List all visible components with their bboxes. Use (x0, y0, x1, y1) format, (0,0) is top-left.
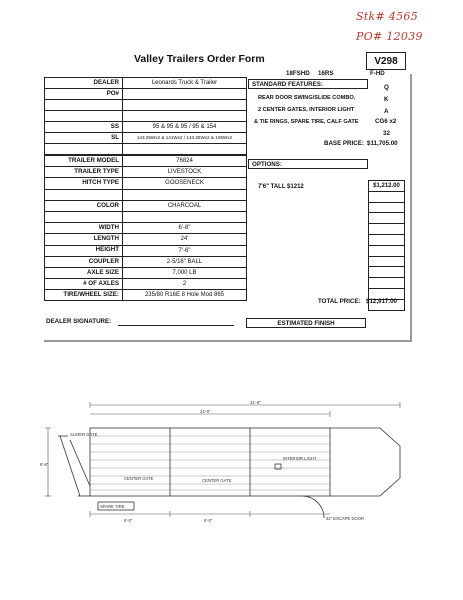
box-length-label: 24'-0" (200, 409, 211, 414)
standard-features-header: STANDARD FEATURES: (252, 80, 323, 88)
option-price-row (369, 181, 405, 192)
spec-row (45, 178, 247, 189)
spec-row (45, 267, 247, 278)
spec-label: TIRE/WHEEL SIZE: (45, 290, 123, 301)
spec-value[interactable]: LIVESTOCK (123, 167, 247, 178)
stock-code-box (366, 52, 406, 70)
spec-label: TRAILER MODEL (45, 156, 123, 167)
dealer-label: DEALER (45, 78, 123, 89)
standard-feature-code: A (384, 108, 389, 115)
dealer-value[interactable] (123, 144, 247, 155)
handwritten-po-number: PO# 12039 (356, 30, 423, 43)
base-price-value: $11,705.00 (367, 140, 398, 147)
spec-value[interactable]: 24' (123, 234, 247, 245)
options-header: OPTIONS: (252, 160, 282, 168)
standard-feature-line: REAR DOOR SWING/SLIDE COMBO, (258, 95, 356, 101)
escape-door-swing (302, 496, 324, 518)
dealer-value[interactable]: 143.25Wx2 & 141Wx2 / 143.25Wx2 & 106Wx2 (123, 133, 247, 144)
option-price-row (369, 245, 405, 256)
spec-value[interactable]: 6'-8" (123, 223, 247, 234)
total-price-label: TOTAL PRICE: (318, 298, 361, 305)
standard-code-extra-1: CG6 x2 (375, 118, 397, 125)
spec-row (45, 211, 247, 222)
spec-row (45, 256, 247, 267)
width-label: 6'-8" (40, 462, 49, 467)
standard-code-extra-2: 32 (383, 130, 390, 137)
interior-light-label: INTERIOR LIGHT (283, 456, 317, 461)
option-price-row (369, 256, 405, 267)
option-price-row (369, 224, 405, 235)
option-price-cell[interactable] (369, 278, 405, 289)
dealer-row (45, 111, 247, 122)
form-title: Valley Trailers Order Form (134, 53, 265, 65)
options-header-box (248, 159, 368, 169)
dealer-value[interactable]: 95 & 95 & 95 / 95 & 154 (123, 122, 247, 133)
dealer-row (45, 100, 247, 111)
dealer-signature-label: DEALER SIGNATURE: (46, 318, 112, 325)
option-price-cell[interactable] (369, 191, 405, 202)
dealer-label: SL (45, 133, 123, 144)
spec-row (45, 167, 247, 178)
option-price-cell[interactable] (369, 213, 405, 224)
slider-gate-swing (70, 440, 90, 486)
estimated-finish-box (246, 318, 366, 328)
standard-feature-code: K (384, 96, 389, 103)
dealer-label (45, 100, 123, 111)
spec-value[interactable]: 7'-6" (123, 245, 247, 256)
segment-left-label: 8'-0" (124, 518, 133, 523)
standard-feature-code: Q (384, 84, 389, 91)
dealer-row (45, 144, 247, 155)
slider-gate-label: SLIDER GATE (70, 432, 98, 437)
spec-value[interactable]: 2-5/16" BALL (123, 256, 247, 267)
spec-label (45, 189, 123, 200)
option-price-cell[interactable] (369, 245, 405, 256)
dealer-value[interactable] (123, 89, 247, 100)
spec-row (45, 189, 247, 200)
dealer-value[interactable] (123, 100, 247, 111)
overall-length-label: 31'-6" (250, 400, 261, 405)
spec-label: HEIGHT (45, 245, 123, 256)
dealer-label: PO# (45, 89, 123, 100)
spec-value[interactable]: 76824 (123, 156, 247, 167)
dealer-table (44, 77, 247, 155)
dealer-row (45, 133, 247, 144)
escape-door-label: 32" ESCAPE DOOR (326, 516, 365, 521)
center-gate-1-label: CENTER GATE (124, 476, 154, 481)
option-price-table (368, 180, 405, 311)
base-price-label: BASE PRICE: (324, 140, 364, 147)
option-price-row (369, 234, 405, 245)
spec-value[interactable]: 7,000 LB (123, 267, 247, 278)
standard-features-header-box (248, 79, 368, 89)
center-gate-2-label: CENTER GATE (202, 478, 232, 483)
dealer-label (45, 144, 123, 155)
dealer-value[interactable]: Leonards Truck & Trailer (123, 78, 247, 89)
spec-value[interactable] (123, 189, 247, 200)
model-number: 18FSHD (286, 70, 310, 77)
spec-row (45, 200, 247, 211)
option-price-row (369, 191, 405, 202)
spec-row (45, 290, 247, 301)
gooseneck-outline (330, 428, 400, 496)
spec-row (45, 156, 247, 167)
spec-label: AXLE SIZE (45, 267, 123, 278)
spec-row (45, 234, 247, 245)
spec-value[interactable] (123, 211, 247, 222)
option-price-cell[interactable] (369, 224, 405, 235)
option-price-row (369, 278, 405, 289)
spec-label: TRAILER TYPE (45, 167, 123, 178)
spare-tire-label: SPARE TIRE (100, 504, 125, 509)
segment-mid-label: 8'-0" (204, 518, 213, 523)
option-price-row (369, 202, 405, 213)
spec-label: LENGTH (45, 234, 123, 245)
stock-code: V298 (374, 55, 398, 67)
spec-label: COLOR (45, 200, 123, 211)
spec-value[interactable]: 235/80 R16E 8 Hole Mod 865 (123, 290, 247, 301)
dealer-label: SS (45, 122, 123, 133)
option-price-cell[interactable]: $1,212.00 (369, 181, 405, 192)
standard-feature-line: & TIE RINGS, SPARE TIRE, CALF GATE (254, 119, 359, 125)
option-price-cell[interactable] (369, 267, 405, 278)
trailer-body-outline (90, 428, 330, 496)
spec-label: # OF AXLES (45, 279, 123, 290)
dealer-row (45, 89, 247, 100)
interior-light-icon (275, 464, 281, 469)
spec-value[interactable]: GOOSENECK (123, 178, 247, 189)
spec-value[interactable]: CHARCOAL (123, 200, 247, 211)
option-price-cell[interactable] (369, 234, 405, 245)
spec-value[interactable]: 2 (123, 279, 247, 290)
handwritten-stock-number: Stk# 4565 (356, 10, 419, 23)
option-price-cell[interactable] (369, 202, 405, 213)
option-line-1: 7'6" TALL $1212 (258, 184, 304, 190)
option-price-row (369, 213, 405, 224)
model-series: 16RS (318, 70, 334, 77)
spec-label: HITCH TYPE (45, 178, 123, 189)
spec-table (44, 155, 247, 301)
dealer-signature-line (118, 325, 234, 326)
dealer-row (45, 78, 247, 89)
option-price-cell[interactable] (369, 256, 405, 267)
spec-label: COUPLER (45, 256, 123, 267)
spec-row (45, 223, 247, 234)
standard-feature-line: 2 CENTER GATES, INTERIOR LIGHT (258, 107, 355, 113)
dealer-value[interactable] (123, 111, 247, 122)
spec-label: WIDTH (45, 223, 123, 234)
spec-label (45, 211, 123, 222)
dealer-row (45, 122, 247, 133)
model-code: F-HD (370, 70, 385, 77)
option-price-row (369, 267, 405, 278)
estimated-finish-label: ESTIMATED FINISH (277, 319, 335, 327)
spec-row (45, 245, 247, 256)
total-price-value: $12,917.00 (366, 298, 397, 305)
spec-row (45, 279, 247, 290)
dealer-label (45, 111, 123, 122)
trailer-floorplan-drawing (40, 398, 430, 528)
